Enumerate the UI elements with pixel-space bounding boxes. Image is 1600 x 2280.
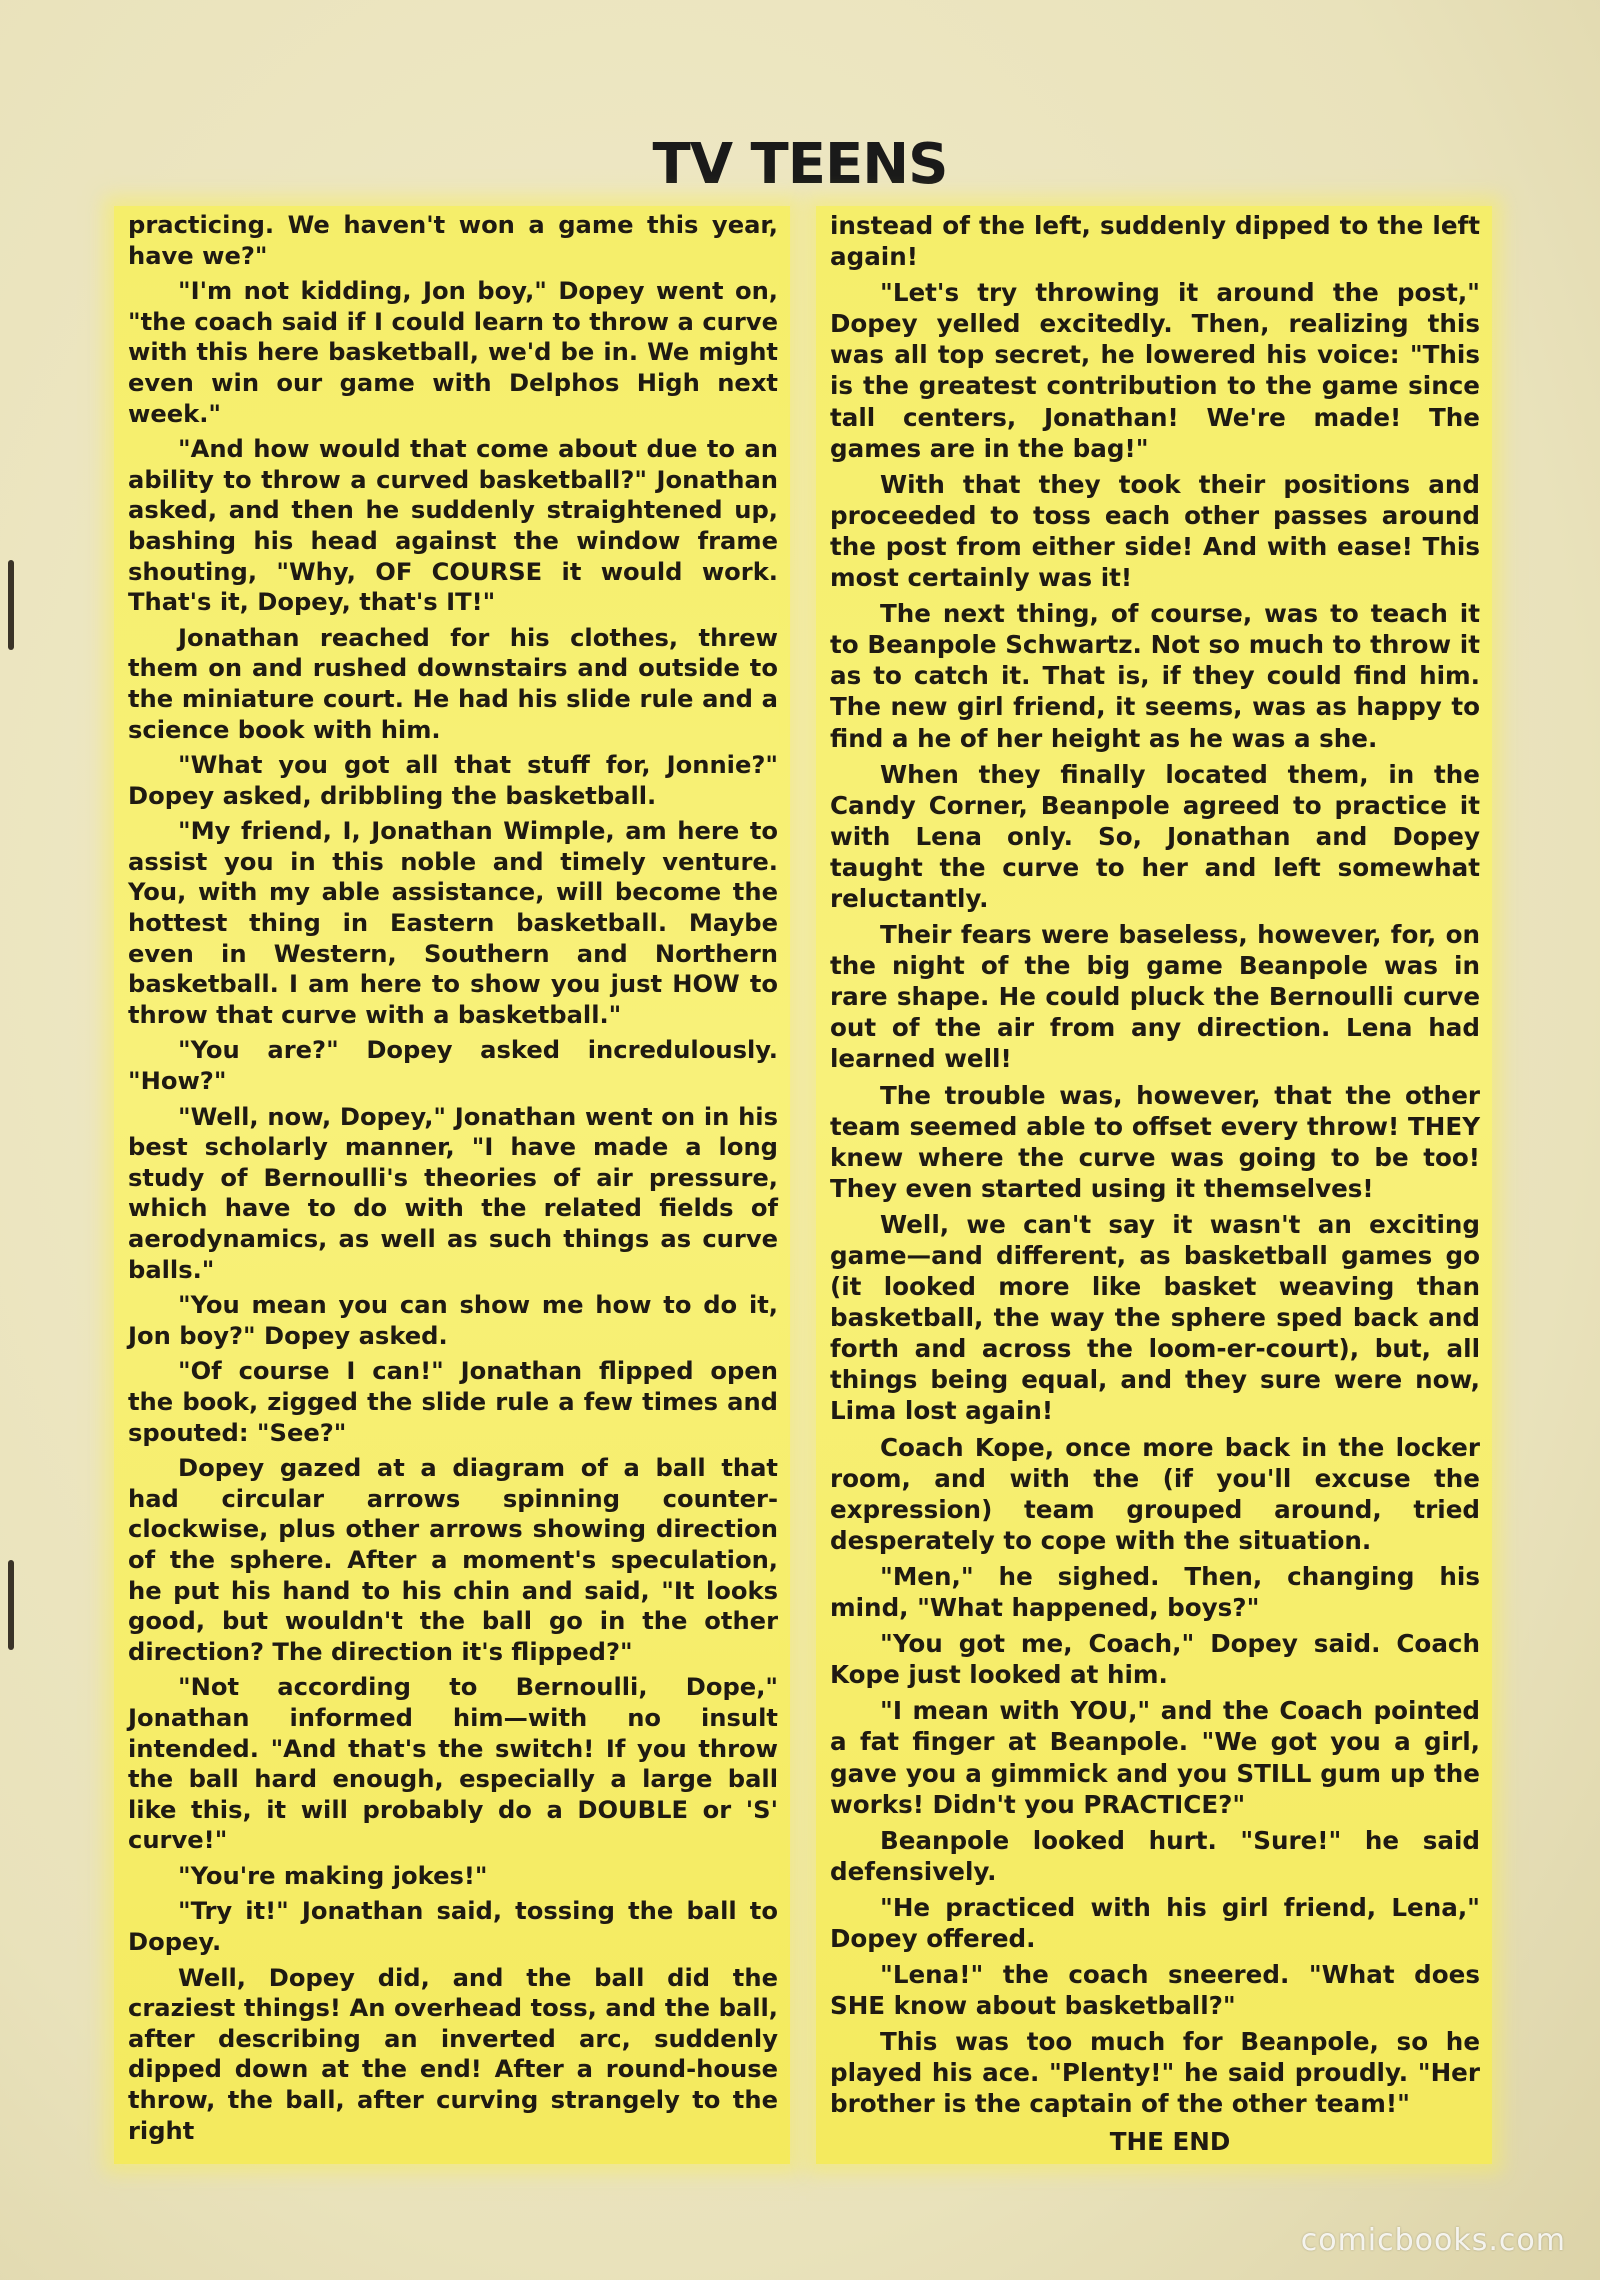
story-paragraph: "My friend, I, Jonathan Wimple, am here to assist you in this noble and timely venture. You, with my able assistance, will become the hottest thing in Eastern basketball. Maybe even in Western, Southern and Northern basketball. I am here to show you just HOW to throw that curve with a basketball." [128,817,778,1029]
story-paragraph: Their fears were baseless, however, for, on the night of the big game Beanpole was in rare shape. He could pluck the Bernoulli curve out of the air from any direction. Lena had learned well! [830,920,1480,1074]
page-title: TV TEENS [652,132,948,197]
right-text-column [816,206,1492,2164]
story-paragraph: "What you got all that stuff for, Jonnie?" Dopey asked, dribbling the basketball. [128,751,778,810]
story-paragraph: Coach Kope, once more back in the locker room, and with the (if you'll excuse the expression) team grouped around, tried desperately to cope with the situation. [830,1432,1480,1555]
story-paragraph: "Well, now, Dopey," Jonathan went on in his best scholarly manner, "I have made a long study of Bernoulli's theories of air pressure, which have to do with the related fields of aerodynamics, as well as such things as curve balls." [128,1102,778,1284]
left-text-column [114,206,790,2164]
the-end-label: THE END [1109,2126,1231,2156]
story-paragraph: "You're making jokes!" [178,1861,488,1890]
story-paragraph: "You got me, Coach," Dopey said. Coach Kope just looked at him. [830,1629,1480,1690]
story-paragraph: Well, we can't say it wasn't an exciting game—and different, as basketball games go (it looked more like basket weaving than basketball, the way the sphere sped back and forth and across the loom-er-court), but, all things being equal, and they sure were now, Lima lost again! [830,1209,1480,1426]
story-paragraph: "I mean with YOU," and the Coach pointed a fat finger at Beanpole. "We got you a girl, gave you a gimmick and you STILL gum up the works! Didn't you PRACTICE?" [830,1696,1480,1819]
story-paragraph: practicing. We haven't won a game this year, have we?" [128,211,778,270]
staple-mark-top [8,560,14,650]
story-paragraph: This was too much for Beanpole, so he played his ace. "Plenty!" he said proudly. "Her brother is the captain of the other team!" [830,2027,1480,2119]
story-paragraph: With that they took their positions and proceeded to toss each other passes around the post from either side! And with ease! This most certainly was it! [830,469,1480,593]
story-paragraph: "And how would that come about due to an ability to throw a curved basketball?" Jonathan asked, and then he suddenly straightened up, bashing his head against the window frame shouting, "Why, OF COURSE it would work. That's it, Dopey, that's IT!" [128,435,778,617]
story-paragraph: "He practiced with his girl friend, Lena," Dopey offered. [830,1892,1480,1953]
story-paragraph: "Men," he sighed. Then, changing his mind, "What happened, boys?" [830,1561,1480,1623]
story-paragraph: Jonathan reached for his clothes, threw them on and rushed downstairs and outside to the miniature court. He had his slide rule and a science book with him. [128,623,778,744]
story-paragraph: "Of course I can!" Jonathan flipped open the book, zigged the slide rule a few times and spouted: "See?" [128,1357,778,1447]
story-paragraph: Beanpole looked hurt. "Sure!" he said defensively. [830,1825,1480,1886]
story-paragraph: "I'm not kidding, Jon boy," Dopey went on, "the coach said if I could learn to throw a curve with this here basketball, we'd be in. We might even win our game with Delphos High next week." [128,277,778,428]
story-paragraph: "You mean you can show me how to do it, Jon boy?" Dopey asked. [128,1291,778,1350]
story-paragraph: "Try it!" Jonathan said, tossing the ball to Dopey. [128,1897,778,1957]
story-paragraph: The trouble was, however, that the other team seemed able to offset every throw! THEY knew where the curve was going to be too! They even started using it themselves! [830,1080,1480,1203]
story-paragraph: Well, Dopey did, and the ball did the craziest things! An overhead toss, and the ball, after describing an inverted arc, suddenly dipped down at the end! After a round-house throw, the ball, after curving strangely to the right [128,1963,778,2145]
story-paragraph: "Lena!" the coach sneered. "What does SHE know about basketball?" [830,1960,1480,2021]
watermark: comicbooks.com [1300,2223,1566,2258]
story-paragraph: "Let's try throwing it around the post," Dopey yelled excitedly. Then, realizing this was all top secret, he lowered his voice: "This is the greatest contribution to the game since tall centers, Jonathan! We're made! The games are in the bag!" [830,278,1480,463]
story-paragraph: "You are?" Dopey asked incredulously. "How?" [128,1036,778,1096]
story-paragraph: When they finally located them, in the Candy Corner, Beanpole agreed to practice it with Lena only. So, Jonathan and Dopey taught the curve to her and left somewhat reluctantly. [830,759,1480,913]
story-paragraph: "Not according to Bernoulli, Dope," Jonathan informed him—with no insult intended. "And that's the switch! If you throw the ball hard enough, especially a large ball like this, it will probably do a DOUBLE or 'S' curve!" [128,1673,778,1855]
story-paragraph: The next thing, of course, was to teach it to Beanpole Schwartz. Not so much to throw it as to catch it. That is, if they could find him. The new girl friend, it seems, was as happy to find a he of her height as he was a she. [830,599,1480,753]
story-paragraph: instead of the left, suddenly dipped to the left again! [830,211,1480,272]
story-paragraph: Dopey gazed at a diagram of a ball that had circular arrows spinning counter-clockwise, plus other arrows showing direction of the sphere. After a moment's speculation, he put his hand to his chin and said, "It looks good, but wouldn't the ball go in the other direction? The direction it's flipped?" [128,1454,778,1666]
staple-mark-bottom [8,1560,14,1650]
